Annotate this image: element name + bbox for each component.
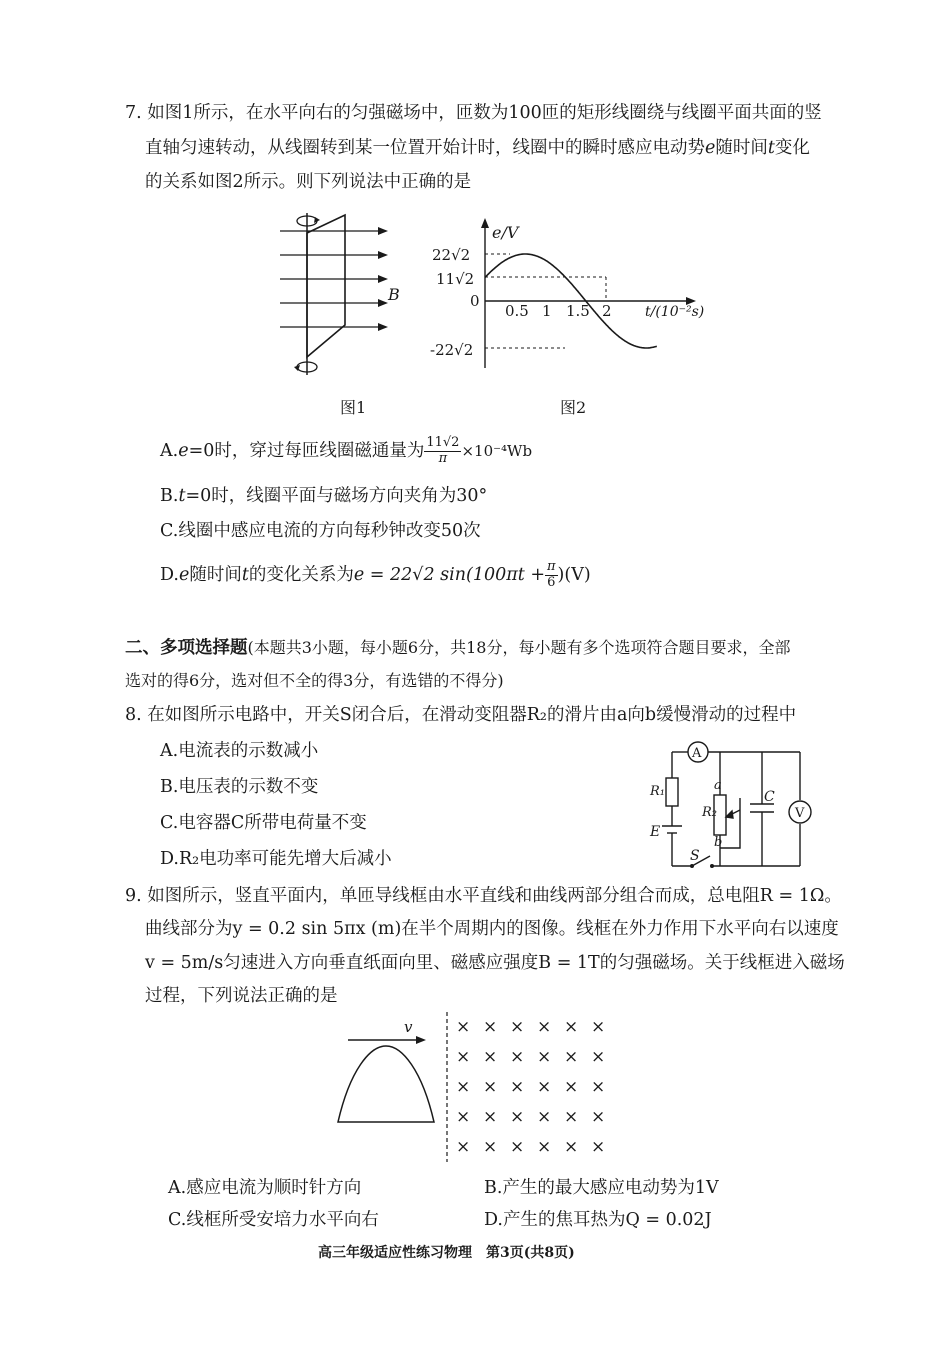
- field-cross: ×: [591, 1047, 606, 1067]
- q9-option-b[interactable]: B.产生的最大感应电动势为1V: [484, 1178, 719, 1198]
- y-tick-11root2: 11√2: [436, 270, 475, 288]
- field-cross: ×: [483, 1047, 498, 1067]
- q7-option-a[interactable]: A.e=0时，穿过每匝线圈磁通量为 $\frac{11√2}{\pi}$ ×10⁻⁴Wb: [160, 435, 533, 466]
- field-label-B: B: [388, 285, 400, 304]
- switch-label: S: [690, 848, 700, 864]
- emf-label: E: [650, 824, 661, 840]
- terminal-b-label: b: [714, 835, 723, 850]
- field-cross: ×: [591, 1107, 606, 1127]
- field-cross: ×: [483, 1017, 498, 1037]
- q9-figure: [330, 1010, 620, 1165]
- q8-option-d[interactable]: D.R₂电功率可能先增大后减小: [160, 849, 392, 869]
- q9-stem-line1: 9. 如图所示，竖直平面内，单匝导线框由水平直线和曲线两部分组合而成，总电阻R = 1Ω。: [125, 886, 842, 906]
- figure-1-caption: 图1: [340, 398, 367, 417]
- field-cross: ×: [456, 1047, 471, 1067]
- field-cross: ×: [564, 1047, 579, 1067]
- q7-stem-line2: 直轴匀速转动，从线圈转到某一位置开始计时，线圈中的瞬时感应电动势e随时间t变化: [145, 138, 810, 158]
- field-cross: ×: [537, 1047, 552, 1067]
- field-cross: ×: [591, 1137, 606, 1157]
- field-cross: ×: [510, 1017, 525, 1037]
- voltmeter-label: V: [795, 806, 805, 821]
- figure-2-caption: 图2: [560, 398, 587, 417]
- field-cross: ×: [537, 1107, 552, 1127]
- field-cross: ×: [537, 1137, 552, 1157]
- field-cross: ×: [510, 1077, 525, 1097]
- q9-stem-line4: 过程，下列说法正确的是: [145, 986, 338, 1006]
- x-tick-0.5: 0.5: [505, 302, 529, 320]
- q7-stem-line3: 的关系如图2所示。则下列说法中正确的是: [145, 172, 472, 192]
- field-cross: ×: [537, 1017, 552, 1037]
- q7-stem-line1: 7. 如图1所示，在水平向右的匀强磁场中，匝数为100匝的矩形线圈绕与线圈平面共面的竖: [125, 103, 822, 123]
- section-2-instructions: 选对的得6分，选对但不全的得3分，有选错的不得分): [125, 671, 504, 690]
- q9-stem-line3: v = 5m/s匀速进入方向垂直纸面向里、磁感应强度B = 1T的匀强磁场。关于线框进入磁场: [145, 953, 845, 973]
- q8-circuit-diagram: [640, 738, 820, 873]
- q7-option-b[interactable]: B.t=0时，线圈平面与磁场方向夹角为30°: [160, 486, 488, 506]
- q7-option-c[interactable]: C.线圈中感应电流的方向每秒钟改变50次: [160, 521, 481, 541]
- section-2-header: 二、多项选择题(本题共3小题，每小题6分，共18分，每小题有多个选项符合题目要求，全部: [125, 638, 791, 658]
- field-cross: ×: [564, 1017, 579, 1037]
- field-cross: ×: [564, 1137, 579, 1157]
- field-cross: ×: [591, 1017, 606, 1037]
- optA-fraction: $\frac{11√2}{\pi}$: [426, 435, 460, 466]
- q9-option-d[interactable]: D.产生的焦耳热为Q = 0.02J: [484, 1210, 712, 1230]
- field-cross: ×: [510, 1047, 525, 1067]
- y-tick-0: 0: [470, 292, 480, 310]
- wire-frame: [338, 1046, 434, 1122]
- q7-figure-1: [270, 205, 410, 385]
- q7-option-d[interactable]: D.e随时间t的变化关系为e = 22√2 sin(100πt + $\frac{\pi}{6}$ )(V): [160, 559, 591, 590]
- field-cross: ×: [456, 1017, 471, 1037]
- r2-label: R₂: [702, 805, 717, 820]
- field-cross: ×: [456, 1107, 471, 1127]
- x-tick-1.5: 1.5: [566, 302, 590, 320]
- field-cross: ×: [483, 1137, 498, 1157]
- q8-option-a[interactable]: A.电流表的示数减小: [160, 741, 319, 761]
- r1-label: R₁: [650, 784, 665, 799]
- velocity-label: v: [404, 1018, 413, 1036]
- ammeter-label: A: [692, 746, 702, 761]
- terminal-a-label: a: [714, 778, 722, 793]
- field-cross: ×: [510, 1107, 525, 1127]
- field-cross: ×: [483, 1077, 498, 1097]
- x-tick-1: 1: [542, 302, 552, 320]
- q9-option-c[interactable]: C.线框所受安培力水平向右: [168, 1210, 379, 1230]
- page-footer: 高三年级适应性练习物理 第3页(共8页): [318, 1245, 575, 1261]
- magnetic-field-crosses: [456, 1017, 605, 1157]
- y-axis-label: e/V: [492, 223, 519, 242]
- field-cross: ×: [456, 1137, 471, 1157]
- y-tick-22root2: 22√2: [432, 246, 471, 264]
- field-cross: ×: [591, 1077, 606, 1097]
- field-cross: ×: [564, 1077, 579, 1097]
- x-tick-2: 2: [602, 302, 612, 320]
- x-axis-label: t/(10⁻²s): [645, 304, 705, 320]
- field-cross: ×: [564, 1107, 579, 1127]
- capacitor-label: C: [764, 789, 775, 805]
- q8-stem: 8. 在如图所示电路中，开关S闭合后，在滑动变阻器R₂的滑片由a向b缓慢滑动的过程中: [125, 705, 797, 725]
- q9-option-a[interactable]: A.感应电流为顺时针方向: [168, 1178, 362, 1198]
- q9-stem-line2: 曲线部分为y = 0.2 sin 5πx (m)在半个周期内的图像。线框在外力作用下水平向右以速度: [145, 919, 839, 939]
- q7-figure-2: [430, 218, 705, 373]
- q8-option-b[interactable]: B.电压表的示数不变: [160, 777, 319, 797]
- field-cross: ×: [456, 1077, 471, 1097]
- y-tick-neg22root2: -22√2: [430, 341, 474, 359]
- field-cross: ×: [510, 1137, 525, 1157]
- q8-option-c[interactable]: C.电容器C所带电荷量不变: [160, 813, 367, 833]
- field-cross: ×: [537, 1077, 552, 1097]
- field-cross: ×: [483, 1107, 498, 1127]
